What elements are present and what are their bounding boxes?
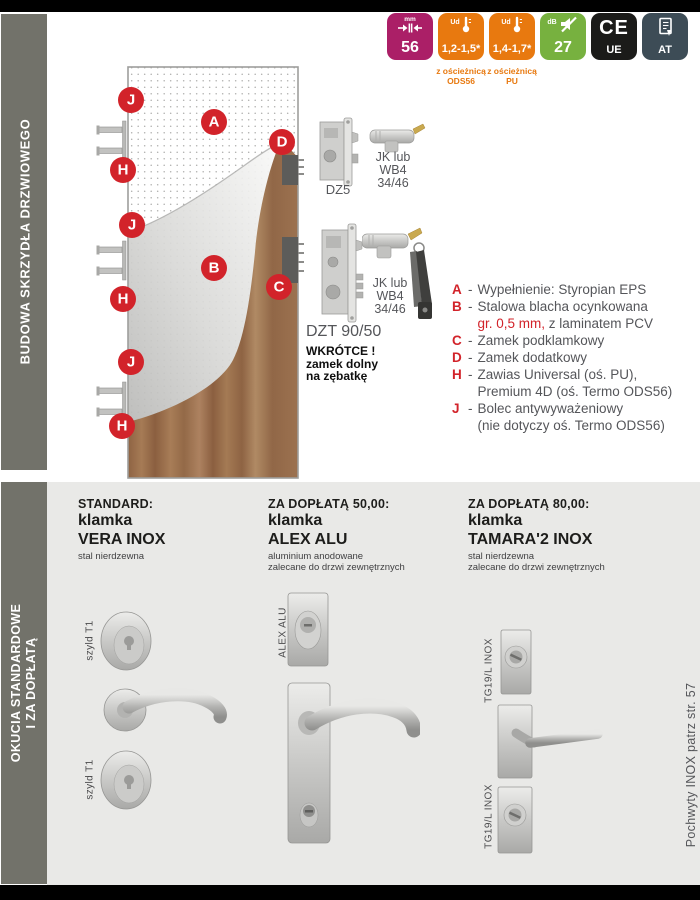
cylinder-bottom-label: JK lub WB4 34/46 [372,276,408,316]
db-label: dB [547,19,557,26]
handle-column-vera: STANDARD: klamka VERA INOX stal nierdzewna [78,497,273,562]
ud-label: Ud [501,19,511,26]
sidebar-title-hardware-line1: OKUCIA STANDARDOWE [9,603,23,763]
column-header: ZA DOPŁATĄ 50,00: [268,497,390,511]
tamara-escutcheon-illustration [498,787,532,853]
ce-mark: CE [599,17,629,39]
additional-lock-cutout [282,155,298,185]
ud-ods56-value: 1,2-1,5* [441,43,481,55]
svg-text:H: H [117,161,129,179]
legend-item-c: C - Zamek podklamkowy [452,333,605,348]
alex-backplate-handle-illustration [288,683,414,843]
cylinder-top-label: JK lub WB4 34/46 [375,150,411,190]
thermometer-icon [513,16,523,34]
alex-escutcheon-illustration [288,593,328,666]
handle-name: VERA INOX [78,530,166,548]
vera-shield-label-top: szyld T1 [84,620,96,661]
tamara-lever-handle-illustration [498,705,598,778]
hinge-illustration [97,241,127,280]
svg-text:D: D [276,133,288,151]
width-arrows-icon [397,23,423,33]
svg-text:J: J [126,91,136,109]
certification-badges-row [387,13,688,60]
svg-text:B: B [208,259,220,277]
at-label: AT [658,44,672,56]
badge-door-thickness [387,13,433,60]
diagram-marker-c [266,274,292,300]
diagram-marker-j3 [118,349,144,375]
diagram-marker-a [201,109,227,135]
ud-pu-value: 1,4-1,7* [492,43,532,55]
svg-text:J: J [126,353,136,371]
sidebar-section-top [1,14,47,470]
diagram-marker-h3 [109,413,135,439]
handle-column-tamara: ZA DOPŁATĄ 80,00: klamka TAMARA'2 INOX stal nierdzewna zalecane do drzwi zewnętrznych [468,497,663,573]
legend-item-d: D - Zamek dodatkowy [452,350,588,365]
legend-item-b: B - Stalowa blacha ocynkowana gr. 0,5 mm, z laminatem PCV [452,299,654,331]
lock-dzt-label: DZT 90/50 [306,323,382,340]
lock-dz5-label: DZ5 [325,182,351,197]
alex-side-label: ALEX ALU [277,607,289,658]
badge-sub-ods56 [436,66,486,86]
legend-item-h: H - Zawias Universal (oś. PU), Premium 4D (oś. Termo ODS56) [452,367,673,399]
security-escutcheon-illustration [101,612,151,670]
svg-text:H: H [116,417,128,435]
hinge-illustration [97,121,127,160]
handle-column-alex: ZA DOPŁATĄ 50,00: klamka ALEX ALU aluminium anodowane zalecane do drzwi zewnętrznych [268,497,463,573]
sidebar-section-bottom [1,482,47,884]
sidebar-title-construction: BUDOWA SKRZYDŁA DRZWIOWEGO [17,118,33,365]
door-construction-diagram [85,60,310,485]
coming-soon-note: WKRÓTCE ! zamek dolny na zębatkę [306,344,379,383]
speaker-muted-icon [559,16,579,33]
diagram-marker-h1 [110,157,136,183]
svg-text:A: A [208,113,220,131]
ud-label: Ud [450,19,460,26]
badge-ud-pu [489,13,535,60]
sub-frame-type: PU [506,76,518,86]
ce-ue-label: UE [606,44,622,56]
tamara-escutcheon-illustration [501,630,531,694]
diagram-marker-h2 [110,286,136,312]
sidebar-title-hardware-line2: I ZA DOPŁATĄ [24,637,38,729]
sub-frame-label: z ościeżnicą [436,66,486,76]
alex-alu-handle-set-illustration [270,590,420,850]
top-divider-bar [0,0,700,12]
inox-pulls-reference-note: Pochwyty INOX patrz str. 57 [684,682,698,848]
bottom-divider-bar [0,885,700,900]
tamara-shield-label-bottom: TG19/L INOX [483,784,495,849]
lever-handle-illustration [104,689,220,731]
svg-text:H: H [117,290,129,308]
diagram-marker-b [201,255,227,281]
badge-sub-pu [487,66,537,86]
vera-shield-label-bottom: szyld T1 [84,759,96,800]
tamara-shield-label-top: TG19/L INOX [483,638,495,703]
diagram-marker-d [269,129,295,155]
construction-legend [452,281,700,434]
badge-acoustic [540,13,586,60]
sub-frame-type: ODS56 [447,76,475,86]
handle-name: TAMARA'2 INOX [468,530,593,548]
vera-inox-handle-set-illustration [85,595,235,825]
badge-at-certificate [642,13,688,60]
legend-item-j: J - Bolec antywyważeniowy (nie dotyczy oś. Termo ODS56) [452,401,665,433]
security-escutcheon-illustration [101,751,151,809]
svg-text:J: J [127,216,137,234]
acoustic-value: 27 [554,39,572,56]
diagram-marker-j2 [119,212,145,238]
handle-name: ALEX ALU [268,530,348,548]
certificate-icon [657,17,674,37]
badge-ce [591,13,637,60]
badge-ud-ods56 [438,13,484,60]
diagram-marker-j1 [118,87,144,113]
thermometer-icon [462,16,472,34]
thickness-value: 56 [401,39,419,56]
column-header: STANDARD: [78,497,154,511]
column-header: ZA DOPŁATĄ 80,00: [468,497,590,511]
svg-text:C: C [273,278,285,296]
thickness-unit-label: mm [404,16,416,23]
legend-item-a: A - Wypełnienie: Styropian EPS [452,282,647,297]
sub-frame-label: z ościeżnicą [487,66,537,76]
mortise-lock-dz5-illustration [316,116,362,188]
